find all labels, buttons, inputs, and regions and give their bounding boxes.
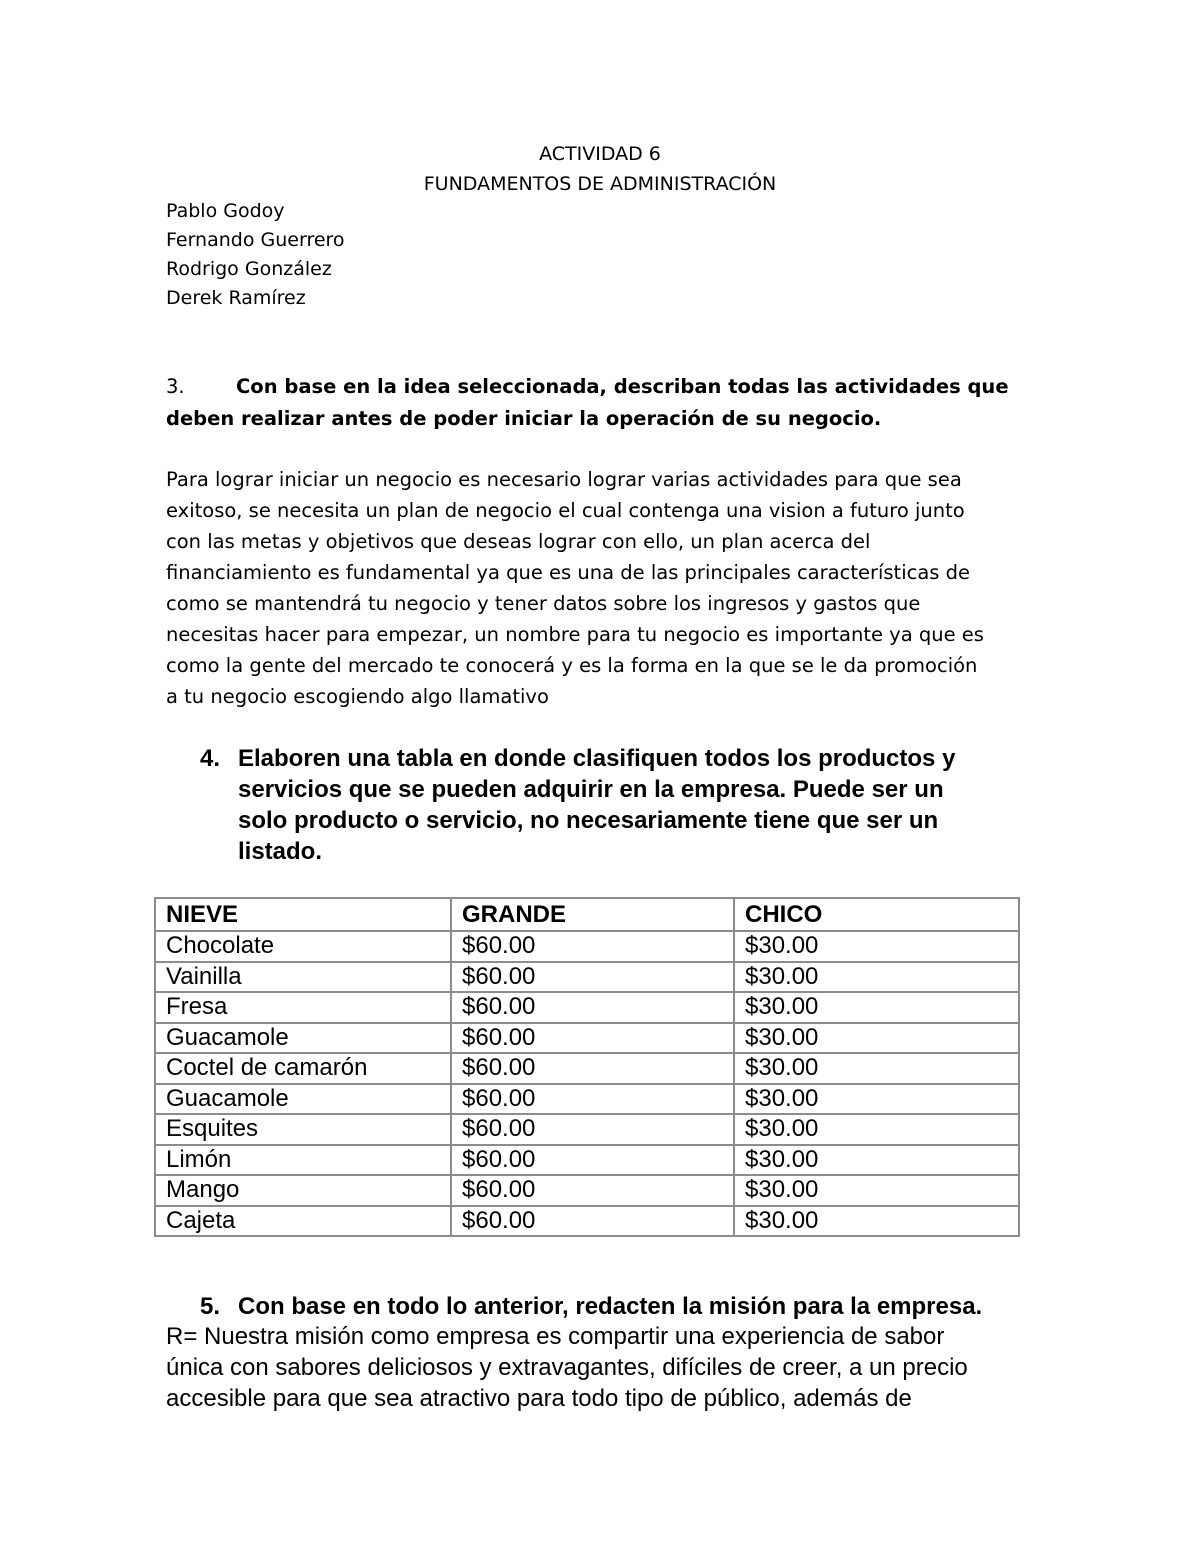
question-number: 5. [200, 1293, 221, 1320]
table-row [155, 992, 1019, 1023]
table-cell: $30.00 [734, 1145, 1019, 1176]
question-text: Con base en todo lo anterior, redacten la misión para la empresa. [238, 1293, 983, 1320]
table-cell: Cajeta [155, 1206, 451, 1237]
table-cell: $60.00 [451, 1206, 734, 1237]
question-4 [200, 743, 1020, 867]
table-row [155, 931, 1019, 962]
table-cell: $60.00 [451, 1023, 734, 1054]
paragraph-line: con las metas y objetivos que deseas lograr con ello, un plan acerca del [166, 530, 871, 553]
answer-5 [166, 1321, 1066, 1414]
table-cell: $60.00 [451, 1053, 734, 1084]
paragraph-line: exitoso, se necesita un plan de negocio el cual contenga una vision a futuro junto [166, 499, 965, 522]
table-row [155, 1053, 1019, 1084]
question-text: listado. [238, 838, 323, 865]
paragraph-line: única con sabores deliciosos y extravagantes, difíciles de creer, a un precio [166, 1354, 968, 1381]
question-text: deben realizar antes de poder iniciar la operación de su negocio. [166, 407, 882, 430]
question-text: Con base en la idea seleccionada, describan todas las actividades que [236, 375, 1009, 398]
paragraph-line: como se mantendrá tu negocio y tener datos sobre los ingresos y gastos que [166, 592, 921, 615]
table-row [155, 1023, 1019, 1054]
document-title: ACTIVIDAD 6 [539, 143, 661, 165]
table-cell: Mango [155, 1175, 451, 1206]
author-list [166, 197, 345, 313]
paragraph-line: a tu negocio escogiendo algo llamativo [166, 685, 549, 708]
table-row [155, 962, 1019, 993]
question-number: 4. [200, 745, 221, 772]
column-header: GRANDE [451, 898, 734, 931]
question-text: solo producto o servicio, no necesariamente tiene que ser un [238, 807, 939, 834]
table-cell: Fresa [155, 992, 451, 1023]
table-cell: Guacamole [155, 1023, 451, 1054]
paragraph-line: como la gente del mercado te conocerá y es la forma en la que se le da promoción [166, 654, 978, 677]
table-cell: $30.00 [734, 1084, 1019, 1115]
question-3 [166, 371, 1046, 435]
table-cell: $60.00 [451, 1145, 734, 1176]
question-number: 3. [166, 375, 185, 398]
question-text: servicios que se pueden adquirir en la empresa. Puede ser un [238, 776, 944, 803]
table-cell: Chocolate [155, 931, 451, 962]
column-header: NIEVE [155, 898, 451, 931]
table-cell: $30.00 [734, 931, 1019, 962]
paragraph-line: financiamiento es fundamental ya que es una de las principales características de [166, 561, 971, 584]
price-table [154, 897, 1020, 1237]
table-row [155, 1206, 1019, 1237]
paragraph-line: Para lograr iniciar un negocio es necesario lograr varias actividades para que sea [166, 468, 962, 491]
answer-3 [166, 464, 1046, 712]
table-header-row [155, 898, 1019, 931]
paragraph-line: R= Nuestra misión como empresa es compartir una experiencia de sabor [166, 1323, 945, 1350]
table-cell: Coctel de camarón [155, 1053, 451, 1084]
table-cell: $60.00 [451, 1114, 734, 1145]
author-name: Fernando Guerrero [166, 229, 345, 251]
table-cell: $30.00 [734, 962, 1019, 993]
table-cell: Esquites [155, 1114, 451, 1145]
question-5 [200, 1291, 982, 1322]
question-text: Elaboren una tabla en donde clasifiquen todos los productos y [238, 745, 956, 772]
table-cell: $60.00 [451, 1084, 734, 1115]
table-row [155, 1145, 1019, 1176]
table-cell: $30.00 [734, 1023, 1019, 1054]
author-name: Rodrigo González [166, 258, 332, 280]
author-name: Derek Ramírez [166, 287, 306, 309]
document-subtitle: FUNDAMENTOS DE ADMINISTRACIÓN [423, 173, 777, 195]
table-cell: Vainilla [155, 962, 451, 993]
table-cell: $30.00 [734, 1053, 1019, 1084]
table-cell: $30.00 [734, 992, 1019, 1023]
author-name: Pablo Godoy [166, 200, 285, 222]
column-header: CHICO [734, 898, 1019, 931]
table-row [155, 1175, 1019, 1206]
table-cell: $60.00 [451, 1175, 734, 1206]
paragraph-line: accesible para que sea atractivo para todo tipo de público, además de [166, 1385, 912, 1412]
table-row [155, 1114, 1019, 1145]
table-row [155, 1084, 1019, 1115]
table-cell: Limón [155, 1145, 451, 1176]
table-cell: $60.00 [451, 931, 734, 962]
table-cell: $60.00 [451, 962, 734, 993]
paragraph-line: necesitas hacer para empezar, un nombre para tu negocio es importante ya que es [166, 623, 984, 646]
table-cell: $30.00 [734, 1114, 1019, 1145]
table-cell: $30.00 [734, 1206, 1019, 1237]
table-cell: $60.00 [451, 992, 734, 1023]
table-cell: Guacamole [155, 1084, 451, 1115]
table-cell: $30.00 [734, 1175, 1019, 1206]
